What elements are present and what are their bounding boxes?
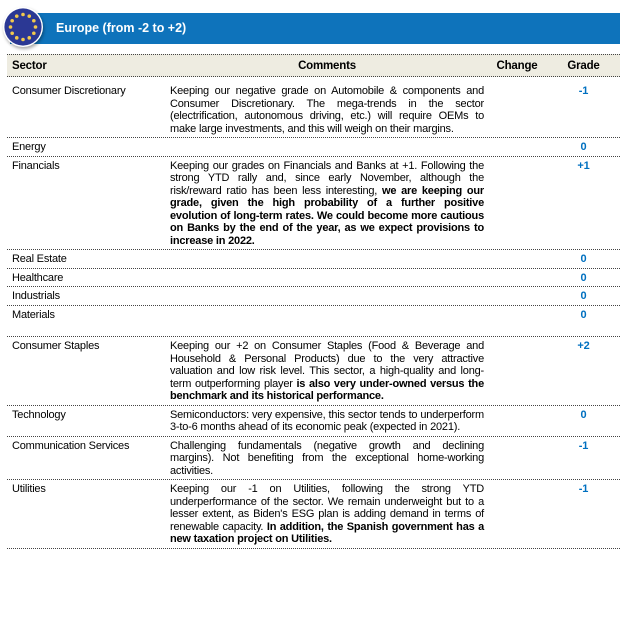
grade-value: 0	[580, 141, 587, 153]
grade-value: 0	[580, 308, 587, 321]
sector-label: Materials	[12, 308, 55, 321]
eu-flag-icon	[2, 6, 44, 48]
grade-value: +1	[577, 159, 590, 172]
change-value	[487, 440, 547, 478]
column-header-grade: Grade	[567, 59, 600, 72]
comment-text	[167, 483, 487, 546]
change-value	[487, 160, 547, 248]
table-row	[7, 138, 620, 157]
banner-title: Europe (from -2 to +2)	[56, 21, 187, 35]
table-body	[7, 77, 620, 549]
sector-label: Financials	[12, 159, 60, 172]
comment-text	[167, 440, 487, 478]
sector-label: Energy	[12, 141, 46, 153]
table-row	[7, 269, 620, 288]
comment-text	[167, 290, 487, 303]
comment-bold: is also very under-owned versus the benchmark and its historical performance.	[170, 377, 484, 402]
change-value	[487, 340, 547, 403]
comment-normal: Keeping our negative grade on Automobile & components and Consumer Discretionary. The mega-trends in the sector (electrification, autonomous driving, etc.) will require OEMs to make large investments, and this will weigh on their margins.	[170, 85, 484, 135]
comment-bold: we are keeping our grade, given the high probability of a further positive evolution of long-term rates. We could become more cautious on Banks by the end of the year, as we expect provisions to increase in 2022.	[170, 184, 484, 247]
change-value	[487, 290, 547, 303]
grade-value: 0	[580, 271, 587, 284]
comment-text	[167, 253, 487, 266]
table-row	[7, 287, 620, 306]
comment-text	[167, 160, 487, 248]
table-row	[7, 406, 620, 437]
comment-normal: Semiconductors: very expensive, this sector tends to underperform 3-to-6 months ahead of its economic peak (expected in 2021).	[170, 408, 484, 433]
table-row	[7, 480, 620, 549]
comment-text	[167, 85, 487, 135]
change-value	[487, 253, 547, 266]
table-row	[7, 337, 620, 406]
column-header-change: Change	[496, 59, 538, 72]
comment-normal: Keeping our +2 on Consumer Staples (Food & Beverage and Household & Personal Products) due to the very attractive valuation and low risk level. This sector, a high-quality and long-term outperforming player	[170, 340, 484, 390]
change-value	[487, 309, 547, 322]
table-row	[7, 250, 620, 269]
change-value	[487, 483, 547, 546]
grade-value: -1	[578, 483, 589, 495]
sector-table	[7, 54, 620, 549]
sector-label: Technology	[12, 408, 66, 421]
table-row	[7, 437, 620, 481]
comment-normal: Keeping our grades on Financials and Banks at +1. Following the strong YTD rally and, since early November, although the risk/reward ratio has been less interesting,	[170, 159, 484, 197]
comment-normal: Challenging fundamentals (negative growth and declining margins). Not benefiting from the exceptional home-working activities.	[170, 439, 484, 477]
sector-label: Consumer Staples	[12, 340, 100, 352]
sector-label: Healthcare	[12, 271, 64, 284]
table-header-row	[7, 54, 620, 77]
grade-value: 0	[580, 290, 587, 302]
comment-text	[167, 141, 487, 154]
change-value	[487, 141, 547, 154]
column-header-sector: Sector	[12, 59, 47, 72]
sector-label: Real Estate	[12, 253, 67, 265]
change-value	[487, 409, 547, 434]
sector-label: Utilities	[12, 483, 46, 495]
table-row	[7, 157, 620, 251]
comment-text	[167, 340, 487, 403]
sector-label: Industrials	[12, 290, 60, 302]
grade-value: +2	[577, 340, 590, 352]
change-value	[487, 85, 547, 135]
grade-value: 0	[580, 253, 587, 265]
sector-label: Consumer Discretionary	[12, 85, 126, 97]
sector-label: Communication Services	[12, 439, 130, 452]
change-value	[487, 272, 547, 285]
comment-text	[167, 272, 487, 285]
comment-bold: In addition, the Spanish government has a new taxation project on Utilities.	[170, 520, 484, 545]
column-header-comments: Comments	[298, 59, 356, 72]
banner	[10, 13, 620, 44]
comment-text	[167, 409, 487, 434]
table-row	[7, 306, 620, 338]
grade-value: -1	[578, 439, 589, 452]
table-row	[7, 77, 620, 138]
grade-value: 0	[580, 408, 587, 421]
grade-value: -1	[578, 85, 589, 97]
comment-normal: Keeping our -1 on Utilities, following the strong YTD underperformance of the sector. We remain underweight but to a lesser extent, as Biden's ESG plan is adding demand in terms of renewable capacity.	[170, 483, 484, 533]
comment-text	[167, 309, 487, 322]
